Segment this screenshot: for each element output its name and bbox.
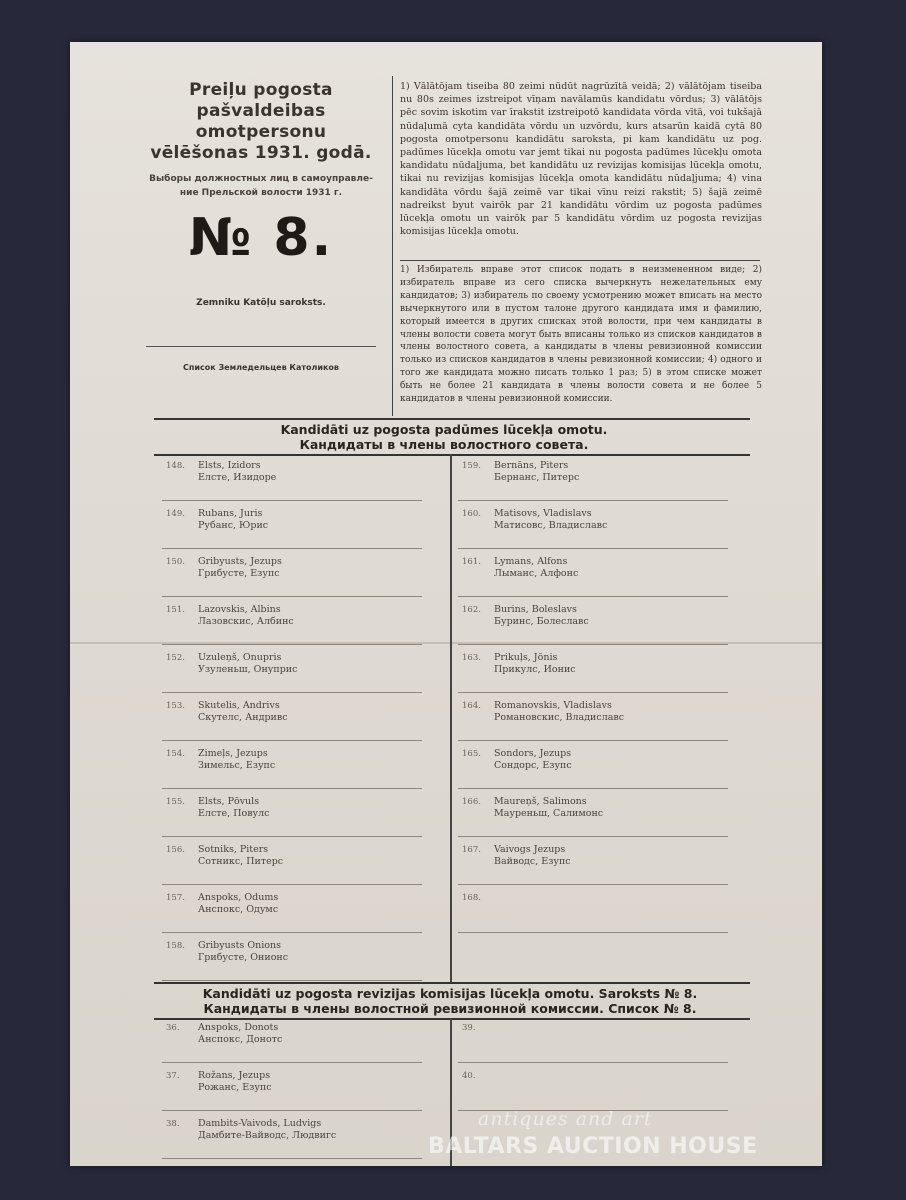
candidate-row-line bbox=[162, 596, 422, 597]
candidate-row-line bbox=[162, 1158, 422, 1159]
header-divider bbox=[146, 346, 376, 347]
candidate-row-line bbox=[162, 884, 422, 885]
candidate-name-lv: Rožans, Jezups bbox=[198, 1070, 271, 1081]
candidate-entry bbox=[166, 796, 436, 820]
candidate-row-line bbox=[162, 980, 422, 981]
candidate-entry bbox=[166, 1022, 436, 1046]
candidate-row-line bbox=[162, 740, 422, 741]
ballot-paper bbox=[70, 42, 822, 1166]
candidate-number: 163. bbox=[462, 653, 481, 663]
candidate-name-ru: Елсте, Изидоре bbox=[198, 472, 277, 483]
candidate-name-lv: Anspoks, Odums bbox=[198, 892, 279, 903]
candidate-row-line bbox=[458, 500, 728, 501]
candidate-row-line bbox=[458, 884, 728, 885]
candidate-name-ru: Вайводс, Езупс bbox=[494, 856, 571, 867]
candidate-entry bbox=[462, 508, 742, 532]
candidate-entry bbox=[166, 700, 436, 724]
candidate-row-line bbox=[458, 932, 728, 933]
list-name-lv: Zemniku Katōļu saroksts. bbox=[196, 298, 326, 308]
candidate-name-ru: Грибусте, Езупс bbox=[198, 568, 280, 579]
council-section-title: Kandidāti uz pogosta padūmes lūcekļa omotu. Кандидаты в члены волостного совета. bbox=[280, 422, 608, 452]
candidate-name-ru: Лыманс, Алфонс bbox=[494, 568, 579, 579]
candidate-number: 167. bbox=[462, 845, 481, 855]
candidate-row-line bbox=[162, 836, 422, 837]
candidate-name-lv: Maureņš, Salimons bbox=[494, 796, 587, 807]
candidate-name-ru: Сотникс, Питерс bbox=[198, 856, 284, 867]
candidate-number: 40. bbox=[462, 1071, 476, 1081]
candidate-name-ru: Елсте, Повулс bbox=[198, 808, 270, 819]
candidate-name-ru: Романовскис, Владиславс bbox=[494, 712, 625, 723]
candidate-entry bbox=[462, 700, 742, 724]
candidate-name-ru: Бернанс, Питерс bbox=[494, 472, 580, 483]
candidate-number: 154. bbox=[166, 749, 185, 759]
candidate-entry bbox=[166, 652, 436, 676]
council-column-divider bbox=[450, 454, 452, 982]
candidate-number: 152. bbox=[166, 653, 185, 663]
candidate-row-line bbox=[162, 788, 422, 789]
candidate-number: 39. bbox=[462, 1023, 476, 1033]
candidate-name-ru: Прикулс, Ионис bbox=[494, 664, 576, 675]
ballot-header bbox=[130, 80, 392, 372]
watermark-tagline: antiques and art bbox=[478, 1108, 653, 1130]
candidate-name-lv: Anspoks, Donots bbox=[198, 1022, 279, 1033]
candidate-number: 37. bbox=[166, 1071, 180, 1081]
candidate-number: 149. bbox=[166, 509, 185, 519]
council-top-rule bbox=[154, 418, 750, 420]
candidate-name-lv: Elsts, Pōvuls bbox=[198, 796, 260, 807]
candidate-name-lv: Gribyusts Onions bbox=[198, 940, 281, 951]
candidate-name-lv: Uzuleņš, Onupris bbox=[198, 652, 282, 663]
candidate-name-lv: Lymans, Alfons bbox=[494, 556, 568, 567]
candidate-number: 155. bbox=[166, 797, 185, 807]
candidate-row-line bbox=[162, 932, 422, 933]
candidate-number: 162. bbox=[462, 605, 481, 615]
candidate-row-line bbox=[458, 740, 728, 741]
ballot-title-lv: Preiļu pogosta pašvaldeibas omotpersonu vēlēšonas 1931. godā. bbox=[150, 80, 372, 163]
candidate-name-lv: Prikuļs, Jōnis bbox=[494, 652, 558, 663]
candidate-name-lv: Vaivogs Jezups bbox=[494, 844, 566, 855]
candidate-row-line bbox=[162, 500, 422, 501]
candidate-name-lv: Dambits-Vaivods, Ludvigs bbox=[198, 1118, 322, 1129]
candidate-entry bbox=[462, 460, 742, 484]
candidate-name-lv: Matisovs, Vladislavs bbox=[494, 508, 592, 519]
candidate-number: 151. bbox=[166, 605, 185, 615]
instructions-divider bbox=[400, 260, 760, 261]
revision-title-rule bbox=[154, 1018, 750, 1020]
candidate-number: 36. bbox=[166, 1023, 180, 1033]
candidate-row-line bbox=[458, 644, 728, 645]
candidate-number: 161. bbox=[462, 557, 481, 567]
candidate-entry bbox=[462, 652, 742, 676]
candidate-entry bbox=[462, 796, 742, 820]
candidate-entry bbox=[462, 892, 742, 904]
ballot-title-ru: Выборы должностных лиц в самоуправле- ние Прельской волости 1931 г. bbox=[149, 174, 373, 198]
list-name-ru: Список Земледельцев Католиков bbox=[183, 363, 339, 372]
candidate-name-lv: Skutelis, Andrivs bbox=[198, 700, 280, 711]
candidate-name-lv: Sotniks, Piters bbox=[198, 844, 269, 855]
candidate-name-ru: Скутелс, Андривс bbox=[198, 712, 288, 723]
list-number: № 8. bbox=[188, 208, 334, 268]
candidate-number: 158. bbox=[166, 941, 185, 951]
candidate-entry bbox=[166, 748, 436, 772]
candidate-entry bbox=[462, 1070, 742, 1082]
instructions-ru: 1) Избиратель вправе этот список подать в неизмененном виде; 2) избиратель вправе из сего списка вычеркнуть нежелательных ему кандидатов; 3) избиратель по своему усмотрению может вписать на место вычеркнутого или в пустом талоне другого кандидата имя и фамилию, который имеется в других списках этой волости, при чем кандидаты в члены волости совета могут быть вписаны только из списков кандидатов в члены волостного совета, а кандидаты в члены ревизионной комиссии только из списков кандидатов в члены ревизионной комиссии; 4) одного и того же кандидата можно писать только 1 раз; 5) в этом списке может быть не более 21 кандидата в члены волости совета и не более 5 кандидатов в члены ревизионной комиссии. bbox=[400, 265, 762, 405]
council-title-rule bbox=[154, 454, 750, 456]
candidate-row-line bbox=[162, 1062, 422, 1063]
candidate-name-lv: Sondors, Jezups bbox=[494, 748, 572, 759]
watermark-brand: BALTARS AUCTION HOUSE bbox=[428, 1134, 758, 1159]
candidate-row-line bbox=[458, 596, 728, 597]
candidate-row-line bbox=[162, 1110, 422, 1111]
candidate-row-line bbox=[458, 692, 728, 693]
candidate-name-lv: Burins, Boleslavs bbox=[494, 604, 577, 615]
candidate-number: 156. bbox=[166, 845, 185, 855]
candidate-number: 164. bbox=[462, 701, 481, 711]
candidate-name-lv: Gribyusts, Jezups bbox=[198, 556, 282, 567]
candidate-name-ru: Зимельс, Езупс bbox=[198, 760, 276, 771]
candidate-name-ru: Мауреньш, Салимонс bbox=[494, 808, 604, 819]
candidate-name-ru: Рубанс, Юрис bbox=[198, 520, 269, 531]
candidate-row-line bbox=[458, 788, 728, 789]
candidate-entry bbox=[166, 508, 436, 532]
candidate-number: 166. bbox=[462, 797, 481, 807]
candidate-row-line bbox=[162, 548, 422, 549]
candidate-entry bbox=[462, 844, 742, 868]
candidate-entry bbox=[166, 1070, 436, 1094]
candidate-name-lv: Rubans, Juris bbox=[198, 508, 263, 519]
candidate-name-ru: Рожанс, Езупс bbox=[198, 1082, 272, 1093]
candidate-entry bbox=[166, 844, 436, 868]
candidate-number: 165. bbox=[462, 749, 481, 759]
candidate-row-line bbox=[162, 692, 422, 693]
candidate-row-line bbox=[458, 1062, 728, 1063]
candidate-name-ru: Грибусте, Онионс bbox=[198, 952, 289, 963]
revision-section-title: Kandidāti uz pogosta revizijas komisijas lūcekļa omotu. Saroksts № 8. Кандидаты в члены волостной ревизионной комиссии. Список № 8. bbox=[202, 986, 698, 1016]
candidate-entry bbox=[462, 1022, 742, 1034]
candidate-row-line bbox=[458, 836, 728, 837]
instructions-lv: 1) Vālātōjam tiseiba 80 zeimi nūdūt nagrūzītā veidā; 2) vālātōjam tiseiba nu 80s zeimes izstreipot vīņam navālamūs kandidatu vōrdus; 3) vālātōjs pēc sovim iskotim var īrakstit izstreipotō kandidata vōrda vītā, voi tukšajā nūdaļumā cyta kandidāta vōrdu un uzvōrdu, kurs atsarūn kaidā cytā 80 pogosta omotpersonu kandidātu saroksta, pi kam kandidātu uz pog. padūmes lūcekļa omotu var jemt tikai nu pogosta padūmes lūcekļu omota kandidatu nūdaļjuma, bet kandidātu uz revizijas komisijas lūcekļa omotu, tikai nu revizijas komisijas lūcekļa omota kandidātu nūdaļjuma; 4) vina kandidāta vōrdu šajā zeimē var tikai vīnu reizi rakstit; 5) šajā zeimē nadreikst byut vairōk par 21 kandidātu vōrdim uz pogosta padūmes lūcekļa omotu un vairōk par 5 kandidātu vōrdim uz pogosta revizijas komisijas lūcekļa omotu. bbox=[400, 81, 762, 238]
candidate-name-lv: Bernāns, Piters bbox=[494, 460, 569, 471]
candidate-entry bbox=[166, 604, 436, 628]
candidate-name-lv: Lazovskis, Albins bbox=[198, 604, 281, 615]
candidate-number: 157. bbox=[166, 893, 185, 903]
candidate-number: 159. bbox=[462, 461, 481, 471]
candidate-entry bbox=[462, 748, 742, 772]
candidate-number: 153. bbox=[166, 701, 185, 711]
candidate-name-lv: Zimeļs, Jezups bbox=[198, 748, 268, 759]
candidate-entry bbox=[166, 892, 436, 916]
candidate-number: 38. bbox=[166, 1119, 180, 1129]
candidate-entry bbox=[166, 556, 436, 580]
candidate-entry bbox=[462, 556, 742, 580]
candidate-name-ru: Сондорс, Езупс bbox=[494, 760, 572, 771]
candidate-entry bbox=[462, 604, 742, 628]
candidate-name-ru: Анспокс, Донотс bbox=[198, 1034, 283, 1045]
candidate-name-ru: Узуленьш, Онуприс bbox=[198, 664, 298, 675]
candidate-name-ru: Буринс, Болеславс bbox=[494, 616, 589, 627]
candidate-entry bbox=[166, 940, 436, 964]
candidate-name-lv: Elsts, Izidors bbox=[198, 460, 261, 471]
candidate-entry bbox=[166, 460, 436, 484]
candidate-number: 150. bbox=[166, 557, 185, 567]
candidate-name-ru: Дамбите-Вайводс, Людвигс bbox=[198, 1130, 337, 1141]
candidate-number: 148. bbox=[166, 461, 185, 471]
header-vertical-divider bbox=[392, 76, 393, 416]
candidate-name-ru: Анспокс, Одумс bbox=[198, 904, 279, 915]
candidate-number: 168. bbox=[462, 893, 481, 903]
candidate-number: 160. bbox=[462, 509, 481, 519]
revision-top-rule bbox=[154, 982, 750, 984]
candidate-row-line bbox=[458, 548, 728, 549]
candidate-name-ru: Матисовс, Владиславс bbox=[494, 520, 608, 531]
candidate-entry bbox=[166, 1118, 436, 1142]
candidate-row-line bbox=[162, 644, 422, 645]
candidate-name-ru: Лазовскис, Албинс bbox=[198, 616, 294, 627]
candidate-name-lv: Romanovskis, Vladislavs bbox=[494, 700, 612, 711]
